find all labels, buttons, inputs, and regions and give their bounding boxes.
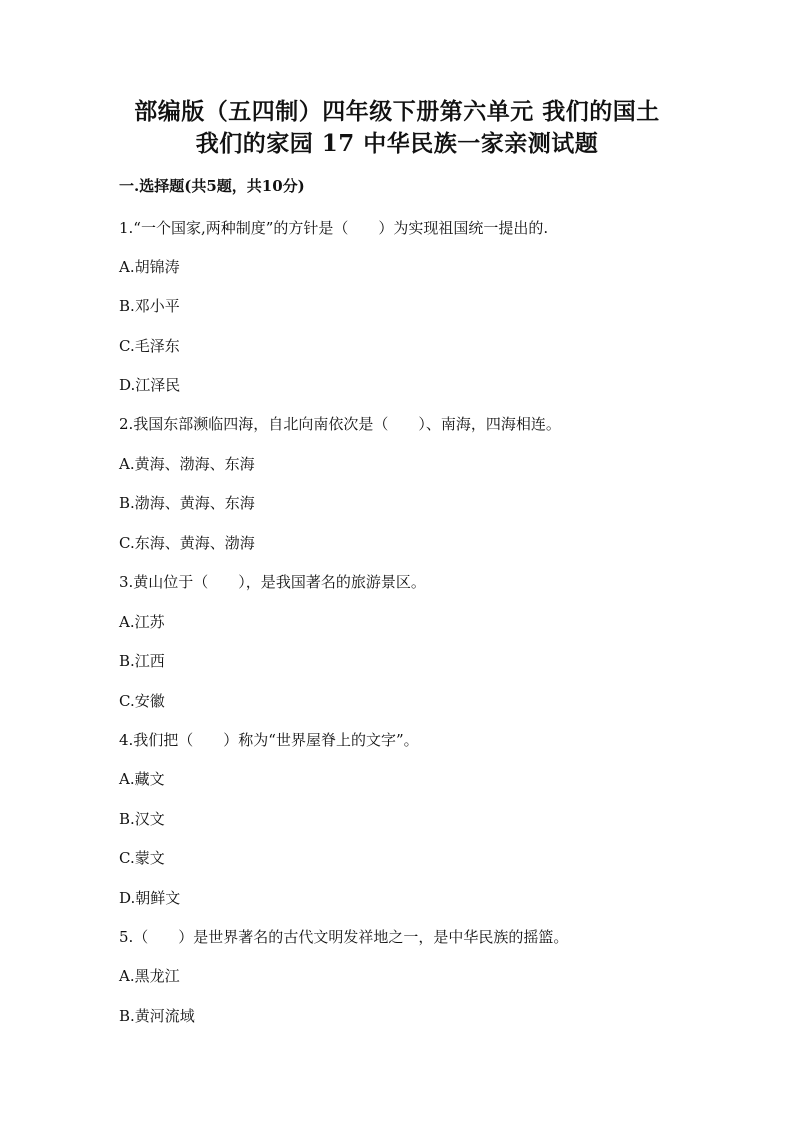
- section-heading: 一.选择题(共5题，共10分): [119, 177, 305, 195]
- question-4-option-c: C.蒙文: [119, 849, 165, 867]
- question-1-option-c: C.毛泽东: [119, 337, 180, 355]
- question-4-stem: 4.我们把（ ）称为“世界屋脊上的文字”。: [119, 731, 419, 749]
- question-4-option-a: A.藏文: [119, 770, 165, 788]
- question-4-option-b: B.汉文: [119, 810, 165, 828]
- question-3-option-b: B.江西: [119, 652, 165, 670]
- question-1-option-d: D.江泽民: [119, 376, 181, 394]
- question-5-option-b: B.黄河流域: [119, 1007, 195, 1025]
- question-5-stem: 5.（ ）是世界著名的古代文明发祥地之一，是中华民族的摇篮。: [119, 928, 569, 946]
- question-2-option-b: B.渤海、黄海、东海: [119, 494, 255, 512]
- question-1-option-b: B.邓小平: [119, 297, 180, 315]
- page-title-line-1: 部编版（五四制）四年级下册第六单元 我们的国土: [134, 98, 660, 125]
- question-3-option-a: A.江苏: [119, 613, 165, 631]
- question-4-option-d: D.朝鲜文: [119, 889, 181, 907]
- question-2-stem: 2.我国东部濒临四海，自北向南依次是（ ）、南海，四海相连。: [119, 415, 561, 433]
- question-3-option-c: C.安徽: [119, 692, 165, 710]
- question-3-stem: 3.黄山位于（ ），是我国著名的旅游景区。: [119, 573, 426, 591]
- question-2-option-c: C.东海、黄海、渤海: [119, 534, 255, 552]
- question-1-option-a: A.胡锦涛: [119, 258, 180, 276]
- page-title-line-2: 我们的家园 17 中华民族一家亲测试题: [195, 130, 599, 157]
- question-5-option-a: A.黑龙江: [119, 967, 180, 985]
- question-1-stem: 1.“一个国家,两种制度”的方针是（ ）为实现祖国统一提出的.: [119, 219, 549, 237]
- question-2-option-a: A.黄海、渤海、东海: [119, 455, 255, 473]
